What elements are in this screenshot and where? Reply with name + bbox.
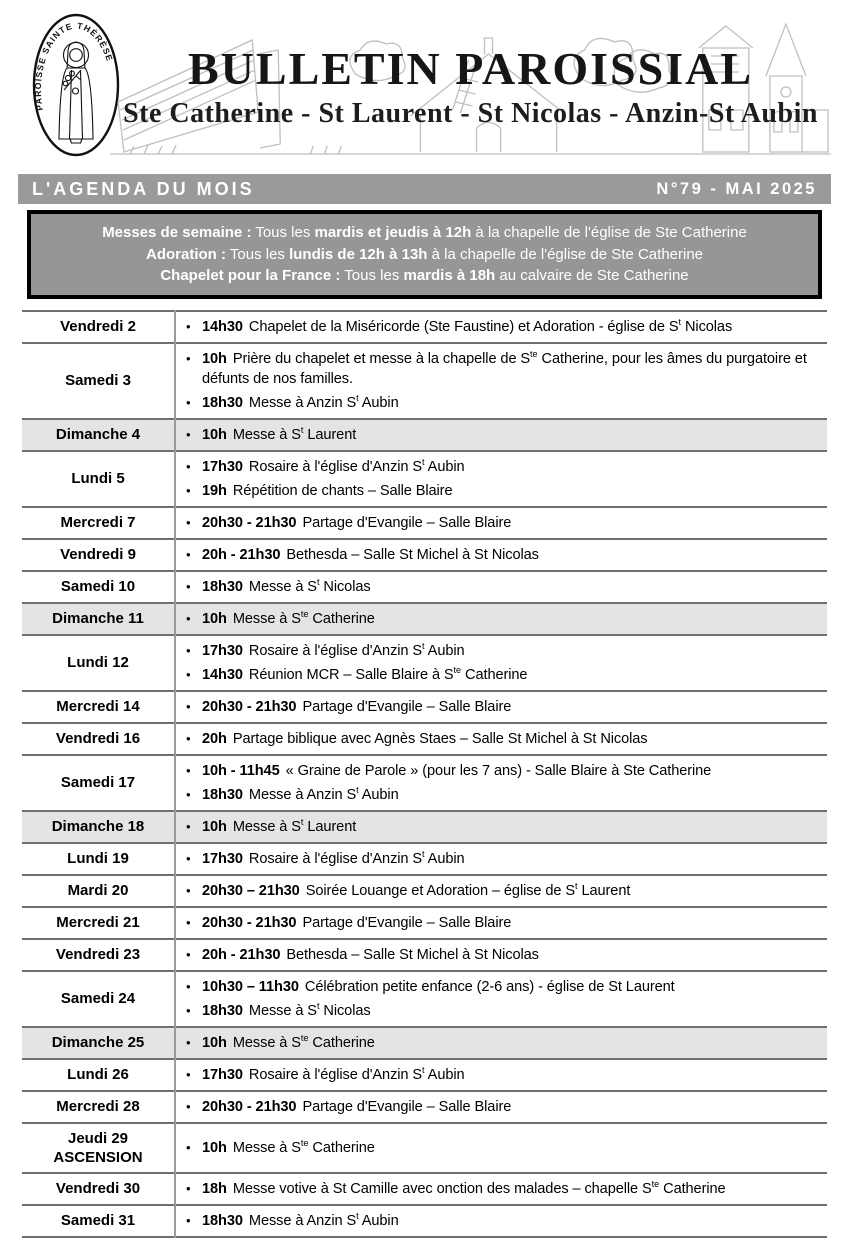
event-item bbox=[186, 849, 823, 869]
agenda-row bbox=[22, 1091, 827, 1123]
event-text: 10h Messe à $S^{te}$ Catherine bbox=[202, 1137, 375, 1156]
recurring-events-box bbox=[27, 210, 822, 299]
bullet-icon: • bbox=[186, 882, 191, 898]
event-item bbox=[186, 977, 823, 997]
agenda-row bbox=[22, 907, 827, 939]
date-cell: Dimanche 18 bbox=[22, 811, 175, 843]
date-cell: Vendredi 2 bbox=[22, 311, 175, 343]
bullet-icon: • bbox=[186, 850, 191, 866]
bullet-icon: • bbox=[186, 458, 191, 474]
logo-curved-text: PAROISSE SAINTE THÉRÈSE bbox=[32, 20, 115, 112]
events-cell bbox=[175, 691, 827, 723]
bullet-icon: • bbox=[186, 978, 191, 994]
event-item bbox=[186, 577, 823, 597]
date-cell: Vendredi 9 bbox=[22, 539, 175, 571]
bullet-icon: • bbox=[186, 946, 191, 962]
date-cell: Vendredi 23 bbox=[22, 939, 175, 971]
event-item bbox=[186, 881, 823, 901]
bullet-icon: • bbox=[186, 1034, 191, 1050]
event-item bbox=[186, 785, 823, 805]
date-cell: Mercredi 7 bbox=[22, 507, 175, 539]
agenda-row bbox=[22, 1123, 827, 1173]
bullet-icon: • bbox=[186, 818, 191, 834]
agenda-row bbox=[22, 971, 827, 1027]
event-item bbox=[186, 665, 823, 685]
event-text: 17h30 Rosaire à l'église d'Anzin $S^t$ Aubin bbox=[202, 640, 465, 659]
event-item bbox=[186, 1211, 823, 1231]
event-text: 20h30 - 21h30 Partage d'Evangile – Salle Blaire bbox=[202, 914, 512, 931]
agenda-row bbox=[22, 343, 827, 419]
date-cell: Samedi 17 bbox=[22, 755, 175, 811]
events-cell bbox=[175, 419, 827, 451]
events-cell bbox=[175, 539, 827, 571]
agenda-row bbox=[22, 843, 827, 875]
recurring-line: Adoration : Tous les lundis de 12h à 13h à la chapelle de l'église de Ste Catherine bbox=[145, 245, 704, 263]
bullet-icon: • bbox=[186, 350, 191, 366]
event-text: 17h30 Rosaire à l'église d'Anzin $S^t$ Aubin bbox=[202, 1064, 465, 1083]
sainte-therese-emblem-icon bbox=[30, 10, 122, 160]
event-text: 20h30 – 21h30 Soirée Louange et Adoration – église de $S^t$ Laurent bbox=[202, 880, 631, 899]
bullet-icon: • bbox=[186, 426, 191, 442]
agenda-row bbox=[22, 723, 827, 755]
event-item bbox=[186, 425, 823, 445]
date-cell: Lundi 5 bbox=[22, 451, 175, 507]
event-text: 18h30 Messe à Anzin $S^t$ Aubin bbox=[202, 784, 399, 803]
agenda-row bbox=[22, 755, 827, 811]
event-text: 18h30 Messe à $S^t$ Nicolas bbox=[202, 1000, 371, 1019]
bullet-icon: • bbox=[186, 1212, 191, 1228]
events-cell bbox=[175, 603, 827, 635]
event-item bbox=[186, 1033, 823, 1053]
agenda-table bbox=[22, 310, 827, 1238]
events-cell bbox=[175, 907, 827, 939]
events-cell bbox=[175, 343, 827, 419]
event-item bbox=[186, 945, 823, 965]
agenda-row bbox=[22, 1205, 827, 1237]
events-cell bbox=[175, 1091, 827, 1123]
date-cell: Mercredi 21 bbox=[22, 907, 175, 939]
agenda-row bbox=[22, 875, 827, 907]
event-text: 20h30 - 21h30 Partage d'Evangile – Salle Blaire bbox=[202, 698, 512, 715]
bullet-icon: • bbox=[186, 514, 191, 530]
event-text: 10h Messe à $S^{te}$ Catherine bbox=[202, 1032, 375, 1051]
events-cell bbox=[175, 1205, 827, 1237]
event-text: 17h30 Rosaire à l'église d'Anzin $S^t$ Aubin bbox=[202, 456, 465, 475]
event-item bbox=[186, 1001, 823, 1021]
events-cell bbox=[175, 723, 827, 755]
agenda-row bbox=[22, 691, 827, 723]
events-cell bbox=[175, 875, 827, 907]
agenda-row bbox=[22, 507, 827, 539]
event-item bbox=[186, 317, 823, 337]
events-cell bbox=[175, 1123, 827, 1173]
events-cell bbox=[175, 311, 827, 343]
event-text: 20h - 21h30 Bethesda – Salle St Michel à St Nicolas bbox=[202, 546, 539, 563]
events-cell bbox=[175, 1173, 827, 1205]
event-item bbox=[186, 817, 823, 837]
bulletin-subtitle: Ste Catherine - St Laurent - St Nicolas - Anzin-St Aubin bbox=[123, 98, 818, 129]
date-cell: Dimanche 25 bbox=[22, 1027, 175, 1059]
event-text: 18h Messe votive à St Camille avec onction des malades – chapelle $S^{te}$ Catherine bbox=[202, 1178, 726, 1197]
parish-logo bbox=[30, 10, 122, 160]
date-cell: Lundi 12 bbox=[22, 635, 175, 691]
bullet-icon: • bbox=[186, 642, 191, 658]
agenda-row bbox=[22, 939, 827, 971]
bullet-icon: • bbox=[186, 914, 191, 930]
date-cell: Mercredi 28 bbox=[22, 1091, 175, 1123]
event-item bbox=[186, 641, 823, 661]
events-cell bbox=[175, 507, 827, 539]
issue-number: N°79 - MAI 2025 bbox=[656, 179, 817, 198]
event-text: 20h Partage biblique avec Agnès Staes – Salle St Michel à St Nicolas bbox=[202, 730, 648, 747]
event-item bbox=[186, 1138, 823, 1158]
agenda-row bbox=[22, 635, 827, 691]
event-text: 18h30 Messe à $S^t$ Nicolas bbox=[202, 576, 371, 595]
masthead-art bbox=[110, 14, 831, 164]
events-cell bbox=[175, 451, 827, 507]
event-text: 20h30 - 21h30 Partage d'Evangile – Salle Blaire bbox=[202, 1098, 512, 1115]
events-cell bbox=[175, 571, 827, 603]
event-item bbox=[186, 349, 823, 389]
bullet-icon: • bbox=[186, 1002, 191, 1018]
date-cell: Samedi 31 bbox=[22, 1205, 175, 1237]
masthead bbox=[0, 8, 849, 164]
event-text: 20h - 21h30 Bethesda – Salle St Michel à St Nicolas bbox=[202, 946, 539, 963]
agenda-row bbox=[22, 1173, 827, 1205]
bullet-icon: • bbox=[186, 394, 191, 410]
event-text: 10h Messe à $S^t$ Laurent bbox=[202, 424, 357, 443]
event-text: 10h Prière du chapelet et messe à la chapelle de $S^{te}$ Catherine, pour les âmes du purgatoire et défunts de nos familles. bbox=[202, 348, 807, 387]
agenda-row bbox=[22, 419, 827, 451]
date-cell: Dimanche 4 bbox=[22, 419, 175, 451]
agenda-row bbox=[22, 571, 827, 603]
event-item bbox=[186, 1097, 823, 1117]
recurring-line: Chapelet pour la France : Tous les mardis à 18h au calvaire de Ste Catherine bbox=[160, 267, 689, 284]
date-cell: Lundi 26 bbox=[22, 1059, 175, 1091]
date-cell: Lundi 19 bbox=[22, 843, 175, 875]
date-cell: Dimanche 11 bbox=[22, 603, 175, 635]
agenda-row bbox=[22, 451, 827, 507]
agenda-row bbox=[22, 1059, 827, 1091]
event-text: 20h30 - 21h30 Partage d'Evangile – Salle Blaire bbox=[202, 514, 512, 531]
bullet-icon: • bbox=[186, 578, 191, 594]
bullet-icon: • bbox=[186, 318, 191, 334]
agenda-row bbox=[22, 311, 827, 343]
events-cell bbox=[175, 1027, 827, 1059]
event-item bbox=[186, 513, 823, 533]
bullet-icon: • bbox=[186, 610, 191, 626]
events-cell bbox=[175, 811, 827, 843]
bulletin-title: BULLETIN PAROISSIAL bbox=[187, 43, 754, 94]
date-cell: Samedi 3 bbox=[22, 343, 175, 419]
event-item bbox=[186, 913, 823, 933]
agenda-row bbox=[22, 1027, 827, 1059]
event-text: 18h30 Messe à Anzin $S^t$ Aubin bbox=[202, 392, 399, 411]
bullet-icon: • bbox=[186, 762, 191, 778]
event-text: 10h Messe à $S^t$ Laurent bbox=[202, 816, 357, 835]
date-cell: Mardi 20 bbox=[22, 875, 175, 907]
event-item bbox=[186, 761, 823, 781]
bullet-icon: • bbox=[186, 666, 191, 682]
event-item bbox=[186, 481, 823, 501]
bulletin-page bbox=[0, 8, 849, 1229]
bullet-icon: • bbox=[186, 1139, 191, 1155]
event-text: 17h30 Rosaire à l'église d'Anzin $S^t$ Aubin bbox=[202, 848, 465, 867]
date-cell: Vendredi 16 bbox=[22, 723, 175, 755]
event-text: 14h30 Chapelet de la Miséricorde (Ste Faustine) et Adoration - église de $S^t$ Nicolas bbox=[202, 316, 733, 335]
agenda-title: L'AGENDA DU MOIS bbox=[32, 178, 255, 199]
event-text: 10h Messe à $S^{te}$ Catherine bbox=[202, 608, 375, 627]
event-text: 19h Répétition de chants – Salle Blaire bbox=[202, 482, 453, 499]
agenda-table-body bbox=[22, 311, 827, 1237]
bullet-icon: • bbox=[186, 730, 191, 746]
events-cell bbox=[175, 843, 827, 875]
date-cell: Samedi 10 bbox=[22, 571, 175, 603]
agenda-row bbox=[22, 603, 827, 635]
agenda-row bbox=[22, 811, 827, 843]
events-cell bbox=[175, 635, 827, 691]
bullet-icon: • bbox=[186, 1066, 191, 1082]
event-text: 14h30 Réunion MCR – Salle Blaire à $S^{te}$ Catherine bbox=[202, 664, 528, 683]
date-cell: Samedi 24 bbox=[22, 971, 175, 1027]
agenda-header-bar bbox=[18, 174, 831, 204]
events-cell bbox=[175, 971, 827, 1027]
event-text: 18h30 Messe à Anzin $S^t$ Aubin bbox=[202, 1210, 399, 1229]
bullet-icon: • bbox=[186, 786, 191, 802]
event-item bbox=[186, 545, 823, 565]
date-cell: Jeudi 29 ASCENSION bbox=[22, 1123, 175, 1173]
events-cell bbox=[175, 755, 827, 811]
event-item bbox=[186, 729, 823, 749]
event-item bbox=[186, 697, 823, 717]
recurring-line: Messes de semaine : Tous les mardis et jeudis à 12h à la chapelle de l'église de Ste Catherine bbox=[102, 224, 747, 241]
agenda-row bbox=[22, 539, 827, 571]
events-cell bbox=[175, 939, 827, 971]
event-item bbox=[186, 457, 823, 477]
bullet-icon: • bbox=[186, 482, 191, 498]
event-text: 10h30 – 11h30 Célébration petite enfance (2-6 ans) - église de St Laurent bbox=[202, 978, 675, 995]
event-text: 10h - 11h45 « Graine de Parole » (pour les 7 ans) - Salle Blaire à Ste Catherine bbox=[202, 762, 712, 779]
date-cell: Vendredi 30 bbox=[22, 1173, 175, 1205]
event-item bbox=[186, 1065, 823, 1085]
event-item bbox=[186, 1179, 823, 1199]
events-cell bbox=[175, 1059, 827, 1091]
event-item bbox=[186, 609, 823, 629]
bullet-icon: • bbox=[186, 1180, 191, 1196]
bullet-icon: • bbox=[186, 698, 191, 714]
event-item bbox=[186, 393, 823, 413]
bullet-icon: • bbox=[186, 546, 191, 562]
date-cell: Mercredi 14 bbox=[22, 691, 175, 723]
bullet-icon: • bbox=[186, 1098, 191, 1114]
